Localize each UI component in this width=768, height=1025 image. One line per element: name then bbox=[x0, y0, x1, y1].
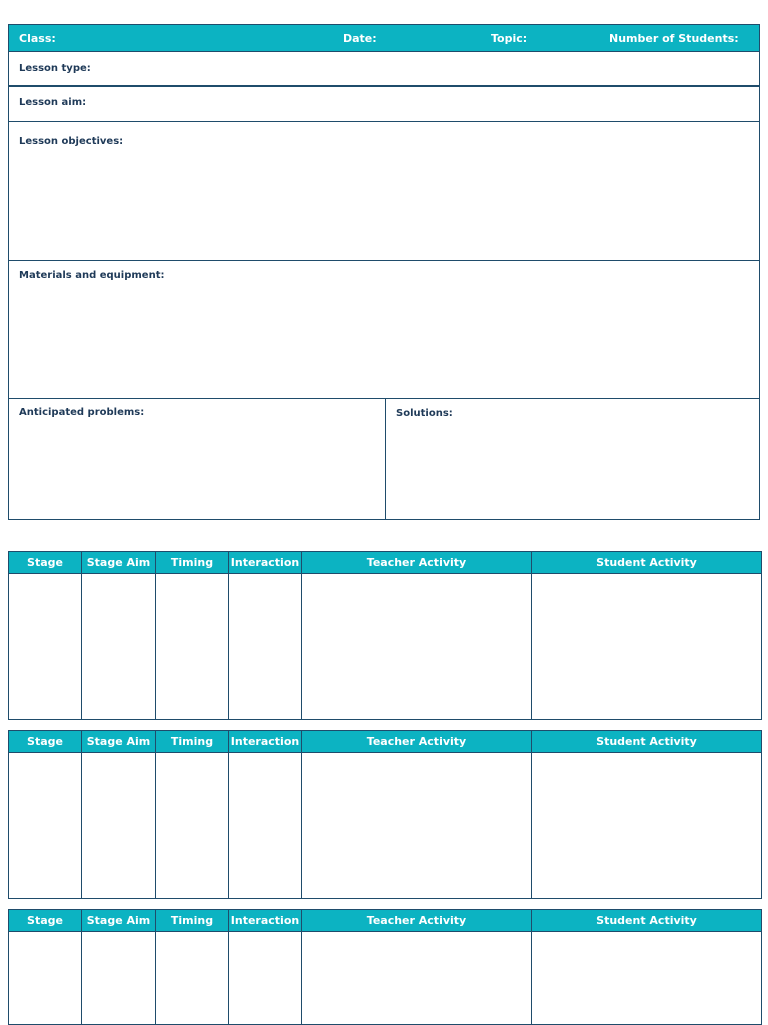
column-header-student-activity: Student Activity bbox=[532, 552, 762, 574]
materials-field[interactable] bbox=[8, 261, 760, 399]
column-header-stage-aim: Stage Aim bbox=[82, 731, 156, 753]
lesson-aim-field[interactable] bbox=[8, 87, 760, 122]
column-header-stage: Stage bbox=[9, 731, 82, 753]
column-header-interaction: Interaction bbox=[229, 731, 302, 753]
column-header-teacher-activity: Teacher Activity bbox=[302, 552, 532, 574]
lesson-type-field[interactable] bbox=[8, 52, 760, 87]
timing-cell[interactable] bbox=[156, 753, 229, 899]
teacher-activity-cell[interactable] bbox=[302, 932, 532, 1025]
column-header-timing: Timing bbox=[156, 552, 229, 574]
table-header-row bbox=[9, 731, 762, 753]
date-label: Date: bbox=[343, 32, 377, 45]
table-row bbox=[9, 574, 762, 720]
column-header-stage: Stage bbox=[9, 910, 82, 932]
stage-aim-cell[interactable] bbox=[82, 574, 156, 720]
interaction-cell[interactable] bbox=[229, 574, 302, 720]
stage-cell[interactable] bbox=[9, 574, 82, 720]
solutions-label: Solutions: bbox=[396, 408, 453, 419]
interaction-cell[interactable] bbox=[229, 932, 302, 1025]
column-header-stage-aim: Stage Aim bbox=[82, 552, 156, 574]
stage-table-1 bbox=[8, 551, 762, 720]
solutions-field[interactable] bbox=[386, 399, 759, 519]
timing-cell[interactable] bbox=[156, 574, 229, 720]
lesson-type-label: Lesson type: bbox=[19, 63, 91, 74]
topic-label: Topic: bbox=[491, 32, 528, 45]
lesson-objectives-label: Lesson objectives: bbox=[19, 136, 124, 147]
student-activity-cell[interactable] bbox=[532, 932, 762, 1025]
table-row bbox=[9, 932, 762, 1025]
teacher-activity-cell[interactable] bbox=[302, 574, 532, 720]
student-activity-cell[interactable] bbox=[532, 574, 762, 720]
student-activity-cell[interactable] bbox=[532, 753, 762, 899]
problems-solutions-row bbox=[8, 399, 760, 520]
stage-cell[interactable] bbox=[9, 932, 82, 1025]
lesson-objectives-field[interactable] bbox=[8, 122, 760, 261]
column-header-student-activity: Student Activity bbox=[532, 731, 762, 753]
stage-aim-cell[interactable] bbox=[82, 753, 156, 899]
column-header-timing: Timing bbox=[156, 910, 229, 932]
column-header-stage: Stage bbox=[9, 552, 82, 574]
stage-aim-cell[interactable] bbox=[82, 932, 156, 1025]
lesson-header-bar bbox=[8, 24, 760, 52]
materials-label: Materials and equipment: bbox=[19, 270, 165, 281]
column-header-teacher-activity: Teacher Activity bbox=[302, 910, 532, 932]
column-header-timing: Timing bbox=[156, 731, 229, 753]
column-header-teacher-activity: Teacher Activity bbox=[302, 731, 532, 753]
column-header-student-activity: Student Activity bbox=[532, 910, 762, 932]
stage-table-3 bbox=[8, 909, 762, 1025]
column-header-interaction: Interaction bbox=[229, 552, 302, 574]
anticipated-problems-field[interactable] bbox=[9, 399, 385, 519]
table-row bbox=[9, 753, 762, 899]
table-header-row bbox=[9, 552, 762, 574]
class-label: Class: bbox=[19, 32, 56, 45]
column-header-interaction: Interaction bbox=[229, 910, 302, 932]
anticipated-problems-label: Anticipated problems: bbox=[19, 407, 145, 418]
stage-cell[interactable] bbox=[9, 753, 82, 899]
stage-table-2 bbox=[8, 730, 762, 899]
column-header-stage-aim: Stage Aim bbox=[82, 910, 156, 932]
table-header-row bbox=[9, 910, 762, 932]
lesson-aim-label: Lesson aim: bbox=[19, 97, 87, 108]
number-of-students-label: Number of Students: bbox=[609, 32, 739, 45]
timing-cell[interactable] bbox=[156, 932, 229, 1025]
interaction-cell[interactable] bbox=[229, 753, 302, 899]
teacher-activity-cell[interactable] bbox=[302, 753, 532, 899]
